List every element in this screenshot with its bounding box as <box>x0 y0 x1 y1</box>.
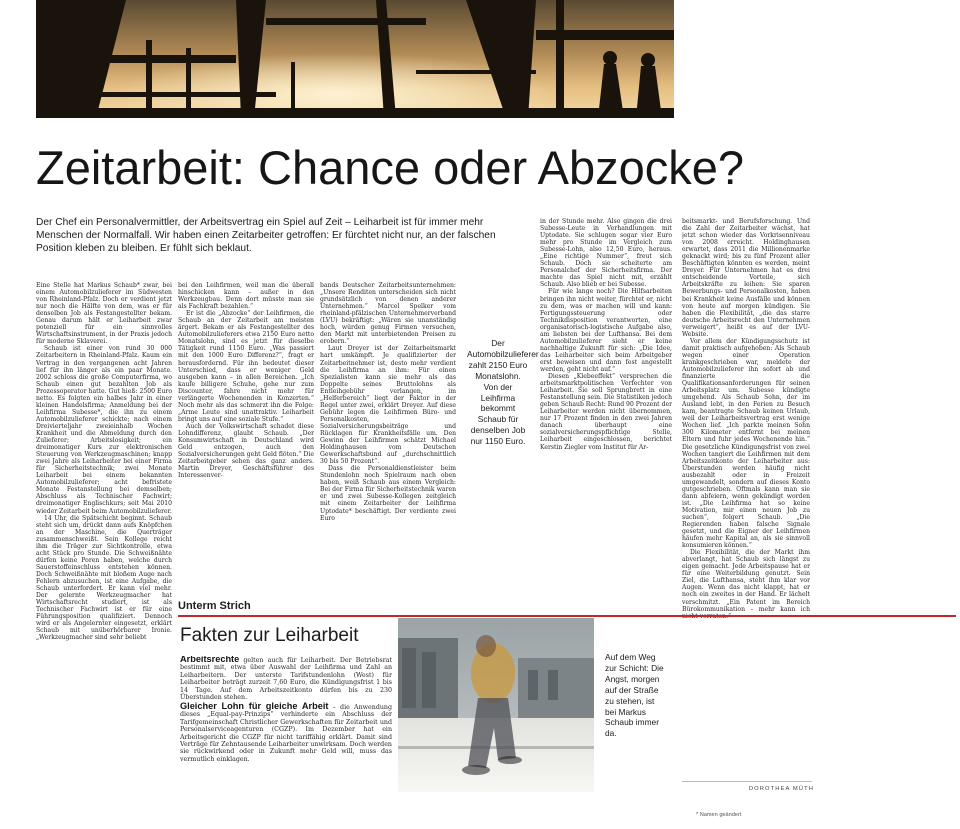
article-column-2 <box>178 282 314 588</box>
running-worker-image <box>398 618 594 792</box>
paragraph: Vor allem der Kündigungsschutz ist damit praktisch aufgehoben: Als Schaub wegen einer Operation krankgeschrieben war, meldete der Automobilzulieferer ihn sofort ab und finanzierte die Qualifikationsanforderungen für seinen Arbeitsplatz um. Subesse kündigte umgehend. Als Schaub Sohn, der im Ausland lebt, in den Ferien zu Besuch kam, beantragte Schaub keinen Urlaub, weil der Leiharbeitsvertrag erst wenige Wochen lief. „Ich parkte meinen Sohn 300 Kilometer entfernt bei meinen Eltern und fuhr jedes Wochenende hin.“ Die gesetzliche Kündigungsfrist von zwei Wochen tangiert die Leihfirmen mit dem Arbeitszeitkonto der Leiharbeiter aus: Überstunden werden häufig nicht ausbezahlt oder in Freizeit umgewandelt, sondern auf dieses Konto gutgeschrieben. Oftmals kann man sie dann abfeiern, wenn gekündigt worden ist. „Die Leihfirma hat so keine Motivation, mir einen neuen Job zu suchen“, folgert Schaub. „Die Regierenden haben falsche Signale gesetzt, und die Eigner der Leihfirmen häufen mehr Kapital an, als sie sinnvoll konsumieren können.“ <box>682 337 810 550</box>
paragraph: bands Deutscher Zeitarbeitsunternehmen: „Unsere Renditen unterscheiden sich nicht grundsätzlich von denen anderer Unternehmen.“ Marcel Spelker vom rheinland-pfälzischen Unternehmerverband (LVU) bekräftigt: „Wären sie unanständig hoch, würden genug Firmen versuchen, den Markt mit unterbietenden Preisen zu erobern.“ <box>320 282 456 346</box>
paragraph: 14 Uhr, die Spätschicht beginnt. Schaub steht sich um, drückt dann aufs Knöpfchen an der Maschine, die Querträger zusammenschweißt. Sein Kollege reicht ihm die Träger zur Sichtkontrolle, etwa acht Stück pro Stunde. Die Schweißnähte dürfen keine Poren haben, welche durch Sauerstoffeinschluss entstehen können. Doch Schweißnähte mit bloßem Auge nach Fehlern abzusuchen, ist eine Aufgabe, die Schaub unterfordert. Er kann viel mehr. Der gelernte Werkzeugmacher hat Wirtschaftsrecht studiert, ist als Technischer Fachwirt ist er für eine Führungsposition qualifiziert. Dennoch wird er als Angelernter eingesetzt, erklärt Schaub mit unüberhörbarer Ironie. „Werkzeugmacher sind sehr beliebt <box>36 514 172 642</box>
fact-text: – die Anwendung dieses „Equal-pay-Prinzips“ verhinderte ein Abschluss der Tarifgemeinschaft Christlicher Gewerkschaften für Zeitarbeit und Personalserviceagenturen (CGZP). Im Dezember hat ein Arbeitsgericht die CGZP für nicht tariffähig erklärt. Damit sind Verträge für Zehntausende Leiharbeiter unwirksam. Doch werden sie rückwirkend oder in Zukunft mehr Geld will, muss das vermutlich einklagen. <box>180 703 392 763</box>
intro-paragraph: Der Chef ein Personalvermittler, der Arbeitsvertrag ein Spiel auf Zeit – Leiharbeit ist für immer mehr Menschen der Normalfall. Wir haben einen Zeitarbeiter getroffen: Er fürchtet nicht nur, an der falschen Position kleben zu bleiben. Er fühlt sich beklaut. <box>36 217 496 255</box>
paragraph: Laut Dreyer ist der Zeitarbeitsmarkt hart umkämpft. Je qualifizierter der Zeitarbeitnehmer ist, desto mehr verdient die Leihfirma an ihm: Für einen Spezialisten kann sie mehr als das Doppelte seines Bruttolohns als Entleihgebühr verlangen, im „Helferbereich“ liegt der Faktor in der Regel unter zwei, erklärt Dreyer. Auf diese Gebühr legen die Leihfirmen Büro- und Personalkosten, Sozialversicherungsbeiträge und Rücklagen für Krankheitsfälle um. Den Gewinn der Leihfirmen schätzt Michael Holdinghausen vom Deutschen Gewerkschaftsbund auf „durchschnittlich 30 bis 50 Prozent“. <box>320 345 456 466</box>
pull-quote: Der Automobilzulieferer zahlt 2150 Euro Monatslohn. Von der Leihfirma bekommt Schaub für denselben Job nur 1150 Euro. <box>467 338 539 447</box>
fact-heading: Arbeitsrechte <box>180 656 240 664</box>
divider <box>178 615 956 617</box>
header-photo <box>36 0 674 118</box>
paragraph: beitsmarkt- und Berufsforschung. Und die Zahl der Zeitarbeiter wächst, hat jetzt schon wieder das Vorkrisenniveau von 2008 erreicht. Holdinghausen erwartet, dass 2011 die Millionenmarke geknackt wird; bis zu fünf Prozent aller Beschäftigten könnten es werden, meint Dreyer. Für Unternehmen hat es drei entscheidende Vorteile, sich Arbeitskräfte zu leihen: Sie sparen Bewerbungs- und Personalkosten, haben bei Krankheit keine Ausfälle und können von heute auf morgen kündigen. Sie haben die Flexibilität, „die das starre deutsche Arbeitsrecht den Unternehmen verweigert“, heißt es auf der LVU-Website. <box>682 218 810 338</box>
footnote: * Namen geändert <box>696 812 742 818</box>
industrial-silhouette-image <box>36 0 674 118</box>
fact-item <box>180 656 392 702</box>
paragraph: Die Flexibilität, die der Markt ihm abverlangt, hat Schaub sich längst zu eigen gemacht. Jede Arbeitspause hat er für eine Weiterbildung genutzt. Sein Ziel, die Lufthansa, steht ihm klar vor Augen. Wenn das nicht klappt, hat er noch ein zweites in der Hand. Er lächelt verschmitzt. „Ein Patent im Bereich Bürokommunikation – mehr kann ich <box>682 549 810 613</box>
article-column-3 <box>320 282 456 588</box>
paragraph: Dass die Personaldienstleister beim Stundenlohn noch Spielraum nach oben haben, weiß Schaub aus einem Vergleich: Bei der Firma für Sicherheitstechnik waren er und zwei Subesse-Kollegen zeitgleich mit einem Zeitarbeiter der Leihfirma Uptodate* beschäftigt. Der verdiente zwei Euro <box>320 465 456 522</box>
paragraph: Schaub ist einer von rund 30 000 Zeitarbeitern in Rheinland-Pfalz. Kaum ein Vertrag in den vergangenen acht Jahren lief für ihn länger als ein paar Monate. 2002 schloss die große Computerfirma, wo Schaub einen gut bezahlten Job als Prozessoperator hatte. Gut hieß: 2500 Euro netto. Es folgten ein halbes Jahr in einer kleinen Handelsfirma; Anmeldung bei der Leihfirma Subesse*, die ihn zu einem Automobilzulieferer schickte; nach einem Dreivierteljahr zweieinhalb Wochen Krankheit und die Abmeldung durch den Zulieferer; Arbeitslosigkeit; ein dreimonatiger Kurs zur elektronischen Steuerung von Werkzeugmaschinen; knapp zwei Jahre als Leiharbeiter bei einer Firma für Sicherheitstechnik; zwei Monate Leiharbeit bei einem bekannten Automobilzulieferer; acht befristete Monate Festanstellung bei demselben; Abschluss als Technischer Fachwirt; dreimonatiger Englischkurs; seit Mai 2010 wieder Zeitarbeit beim Automobilzulieferer. <box>36 345 172 515</box>
divider <box>682 781 812 782</box>
box-title: Fakten zur Leiharbeit <box>180 625 359 646</box>
paragraph: in der Stunde mehr. Also gingen die drei Subesse-Leute in Verhandlungen mit Uptodate. Sie schlugen sogar vier Euro mehr pro Stunde im Vergleich zum Subesse-Lohn, also 12,50 Euro, heraus. „Eine richtige Nummer“, freut sich Schaub. Doch sie scheiterte am Personalchef der Sicherheitsfirma. Der machte das Spiel nicht mit, erzählt Schaub. Also blieb er bei Subesse. <box>540 218 672 289</box>
fact-box-text <box>180 656 392 826</box>
box-label: Unterm Strich <box>178 600 251 612</box>
paragraph: bei den Leihfirmen, weil man die überall hinschicken kann – außer in den Werkzeugbau. Denn dort müsste man sie als Fachkraft bezahlen.“ <box>178 282 314 311</box>
paragraph: Diesen „Klebeeffekt“ versprechen die arbeitsmarktpolitischen Verfechter von Leiharbeit. Sie soll Sprungbrett in eine Festanstellung sein. Die Statistiken jedoch geben Schaub Recht: Rund 90 Prozent der Leiharbeiter werden nicht übernommen, nur 17 Prozent finden in den zwei Jahren danach überhaupt eine sozialversicherungspflichtige Stelle, Leiharbeit eingeschlossen, berichtet Kerstin Ziegler vom Institut für Ar- <box>540 373 672 451</box>
article-column-1 <box>36 282 172 826</box>
paragraph: Auch der Volkswirtschaft schadet diese Lohndifferenz, glaubt Schaub. „Der Konsumwirtschaft in Deutschland wird Geld entzogen, auch den Sozialversicherungen geht Geld flöten.“ Die Zeitarbeitgeber sehen das ganz anders. Martin Dreyer, Geschäftsführer des Interessenver- <box>178 422 314 480</box>
article-column-4 <box>540 218 672 582</box>
fact-item <box>180 700 392 764</box>
author-name: DOROTHEA MÜTH <box>748 786 814 792</box>
paragraph: Für wie lange noch? Die Hilfsarbeiten bringen ihn nicht weiter, fürchtet er, nicht zu dem, was er machen will und kann: Fertigungssteuerung oder Technikdisposition verantworten, eine organisatorisch-logistische Aufgabe also, am liebsten bei der Lufthansa. Bei dem Automobilzulieferer sieht er keine nachhaltige Zukunft für sich: „Die Idee, das Leiharbeiter sich beim Arbeitgeber erst beweisen und dann fest angestellt werden, geht nicht auf.“ <box>540 288 672 373</box>
headline: Zeitarbeit: Chance oder Abzocke? <box>36 141 745 194</box>
fact-heading: Gleicher Lohn für gleiche Arbeit <box>180 700 329 711</box>
fact-text: gelten auch für Leiharbeit. Der Betriebsrat bestimmt mit, etwa über Auswahl der Leihfirma und Zahl an Leiharbeitern. Der unterste Tarifstundenlohn (West) für Leiharbeiter beträgt zurzeit 7,60 Euro, die Kündigungsfrist 1 bis 14 Tage. Auf dem Arbeitszeitkonto dürfen bis zu 230 Überstunden stehen. <box>180 657 392 702</box>
paragraph: Eine Stelle hat Markus Schaub* zwar, bei einem Automobilzulieferer im Südwesten von Rheinland-Pfalz. Doch er verdient jetzt nur noch die Hälfte von dem, was er für denselben Job als Festangestellter bekam. Genau darum hält er Leiharbeit zwar potenziell für ein sinnvolles Wirtschaftsinstrument, in der Praxis jedoch für moderne Sklaverei. <box>36 282 172 346</box>
photo-caption: Auf dem Weg zur Schicht: Die Angst, morgen auf der Straße zu stehen, ist bei Markus Schaub immer da. <box>605 652 664 739</box>
article-column-5 <box>682 218 810 770</box>
paragraph: Er ist die „Abzocke“ der Leihfirmen, die Schaub an der Zeitarbeit am meisten ärgert. Bekam er als Festangestellter des Automobilzulieferers etwa 2150 Euro netto Monatslohn, sind es jetzt für dieselbe Tätigkeit rund 1150 Euro. „Was passiert mit den 1000 Euro Differenz?“, fragt er herausfordernd. Für ihn bedeutet dieser Unterschied, dass er weniger Geld ausgeben kann – in allen Bereichen. „Ich kaufe billigere Schuhe, gehe nur zum Discounter, fahre nicht mehr für verlängerte Wochenenden in Konzerten.“ Noch mehr als das schmerzt ihn die Folge: „Arme Leute sind unattraktiv. Leiharbeit bringt uns auf eine soziale Stufe.“ <box>178 310 314 423</box>
worker-photo <box>398 618 594 792</box>
